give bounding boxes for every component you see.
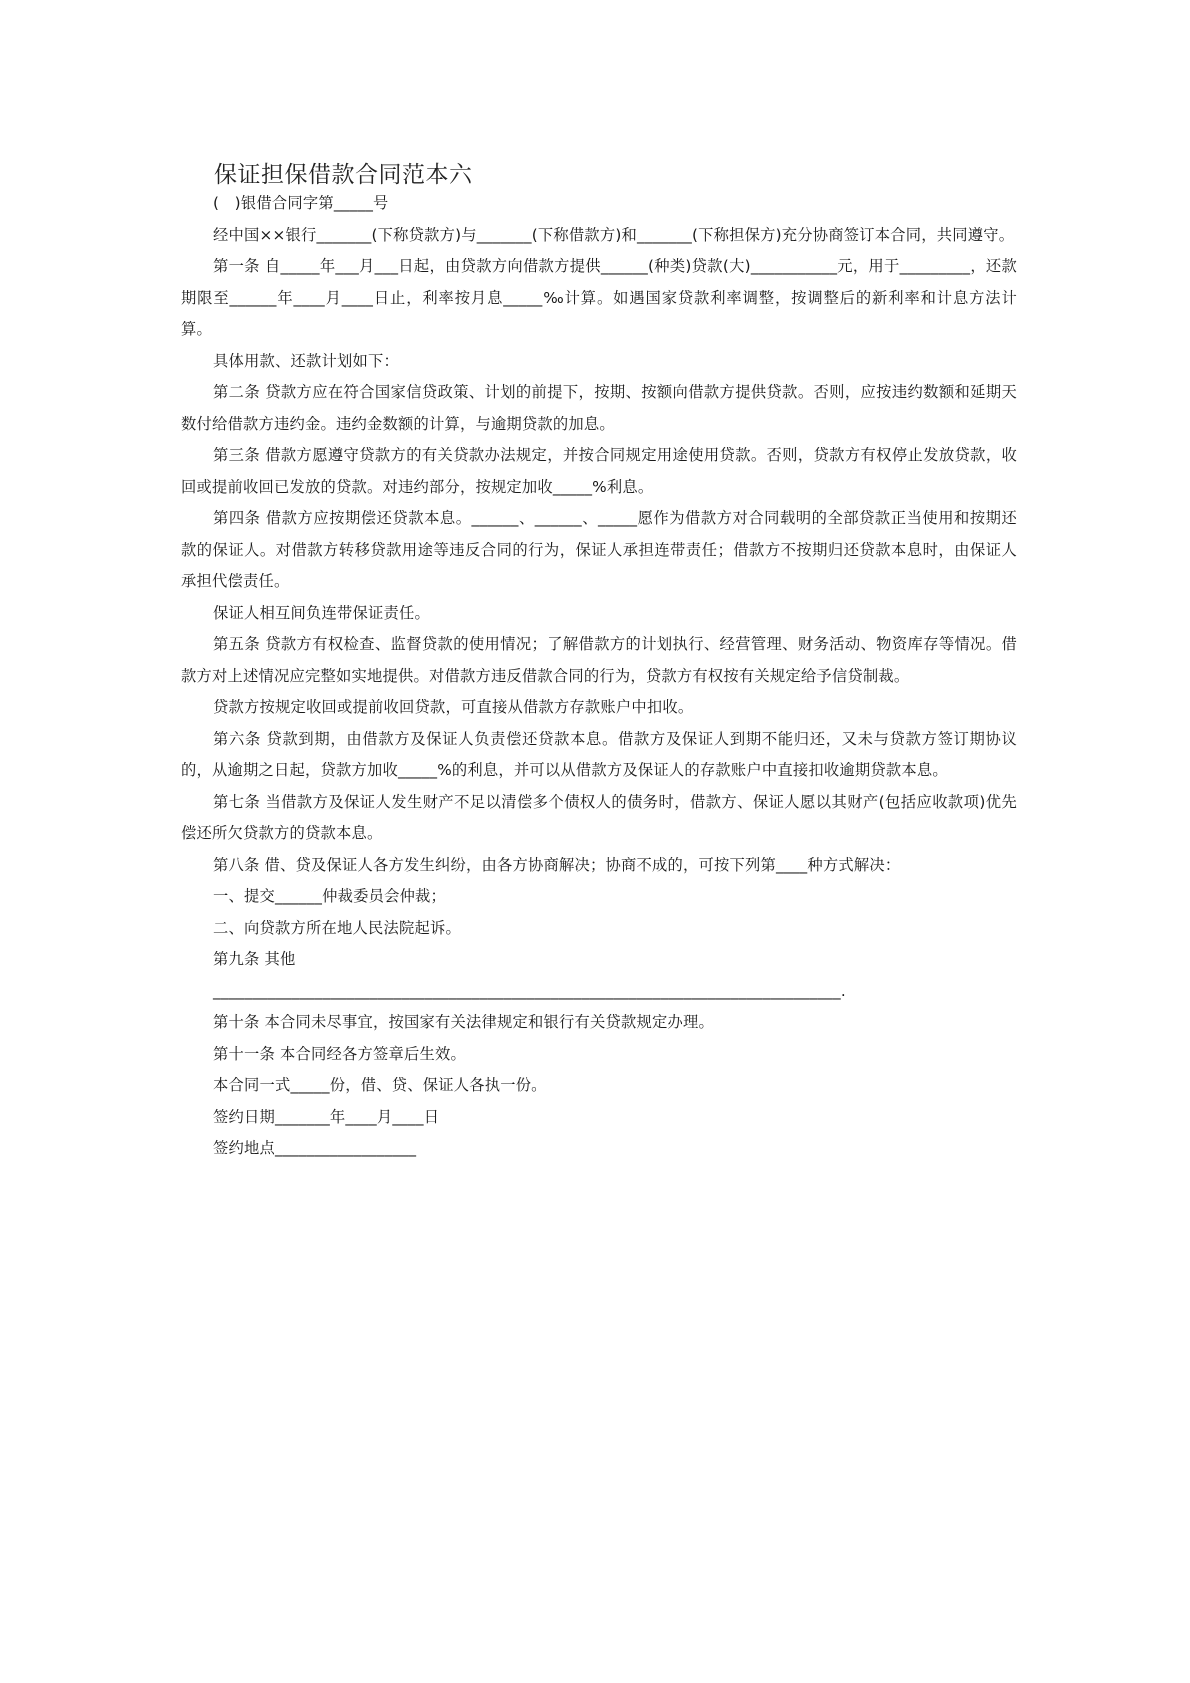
joint-liability-paragraph: 保证人相互间负连带保证责任。 [213, 603, 430, 622]
article-2-paragraph: 第二条 贷款方应在符合国家信贷政策、计划的前提下，按期、按额向借款方提供贷款。否则，应按违约数额和延期天数付给借款方违约金。违约金数额的计算，与逾期贷款的加息。 [181, 383, 1017, 433]
contract-number-line: ( )银借合同字第_____号 [213, 194, 389, 212]
article-10-paragraph: 第十条 本合同未尽事宜，按国家有关法律规定和银行有关贷款规定办理。 [213, 1013, 714, 1031]
document-title: 保证担保借款合同范本六 [214, 162, 473, 188]
preamble-paragraph: 经中国××银行_______(下称贷款方)与_______(下称借款方)和_______(下称担保方)充分协商签订本合同，共同遵守。 [213, 225, 1015, 244]
arbitration-option: 一、提交______仲裁委员会仲裁； [213, 887, 447, 905]
article-1-paragraph: 第一条 自_____年___月___日起，由贷款方向借款方提供______(种类)贷款(大)___________元，用于_________，还款期限至______年____月____日止，利率按月息_____‰计算。如遇国家贷款利率调整，按调整后的新利率和计息方法计算。 [181, 257, 1017, 338]
article-8-paragraph: 第八条 借、贷及保证人各方发生纠纷，由各方协商解决；协商不成的，可按下列第____种方式解决： [213, 855, 901, 874]
litigation-option: 二、向贷款方所在地人民法院起诉。 [213, 918, 461, 937]
document-body [181, 188, 1017, 1165]
article-6-paragraph: 第六条 贷款到期，由借款方及保证人负责偿还贷款本息。借款方及保证人到期不能归还，又未与贷款方签订期协议的，从逾期之日起，贷款方加收_____%的利息，并可以从借款方及保证人的存款账户中直接扣收逾期贷款本息。 [181, 729, 1017, 779]
signing-place-line: 签约地点__________________ [213, 1139, 417, 1157]
article-3-paragraph: 第三条 借款方愿遵守贷款方的有关贷款办法规定，并按合同规定用途使用贷款。否则，贷款方有权停止发放贷款，收回或提前收回已发放的贷款。对违约部分，按规定加收_____%利息。 [181, 446, 1017, 496]
article-9-blank-line: ________________________________________________________________________________. [213, 981, 846, 1000]
signing-date-line: 签约日期_______年____月____日 [213, 1107, 440, 1126]
article-4-paragraph: 第四条 借款方应按期偿还贷款本息。______、______、_____愿作为借款方对合同载明的全部贷款正当使用和按期还款的保证人。对借款方转移贷款用途等违反合同的行为，保证人承担连带责任；借款方不按期归还贷款本息时，由保证人承担代偿责任。 [181, 509, 1017, 590]
article-11-paragraph: 第十一条 本合同经各方签章后生效。 [213, 1044, 467, 1063]
article-5-paragraph: 第五条 贷款方有权检查、监督贷款的使用情况；了解借款方的计划执行、经营管理、财务活动、物资库存等情况。借款方对上述情况应完整如实地提供。对借款方违反借款合同的行为，贷款方有权按有关规定给予信贷制裁。 [181, 635, 1017, 685]
deduction-paragraph: 贷款方按规定收回或提前收回贷款，可直接从借款方存款账户中扣收。 [213, 698, 694, 716]
article-7-paragraph: 第七条 当借款方及保证人发生财产不足以清偿多个债权人的债务时，借款方、保证人愿以其财产(包括应收款项)优先偿还所欠贷款方的贷款本息。 [181, 792, 1017, 842]
article-9-paragraph: 第九条 其他 [213, 950, 296, 968]
repayment-plan-paragraph: 具体用款、还款计划如下： [213, 351, 399, 370]
copies-paragraph: 本合同一式_____份，借、贷、保证人各执一份。 [213, 1076, 547, 1094]
